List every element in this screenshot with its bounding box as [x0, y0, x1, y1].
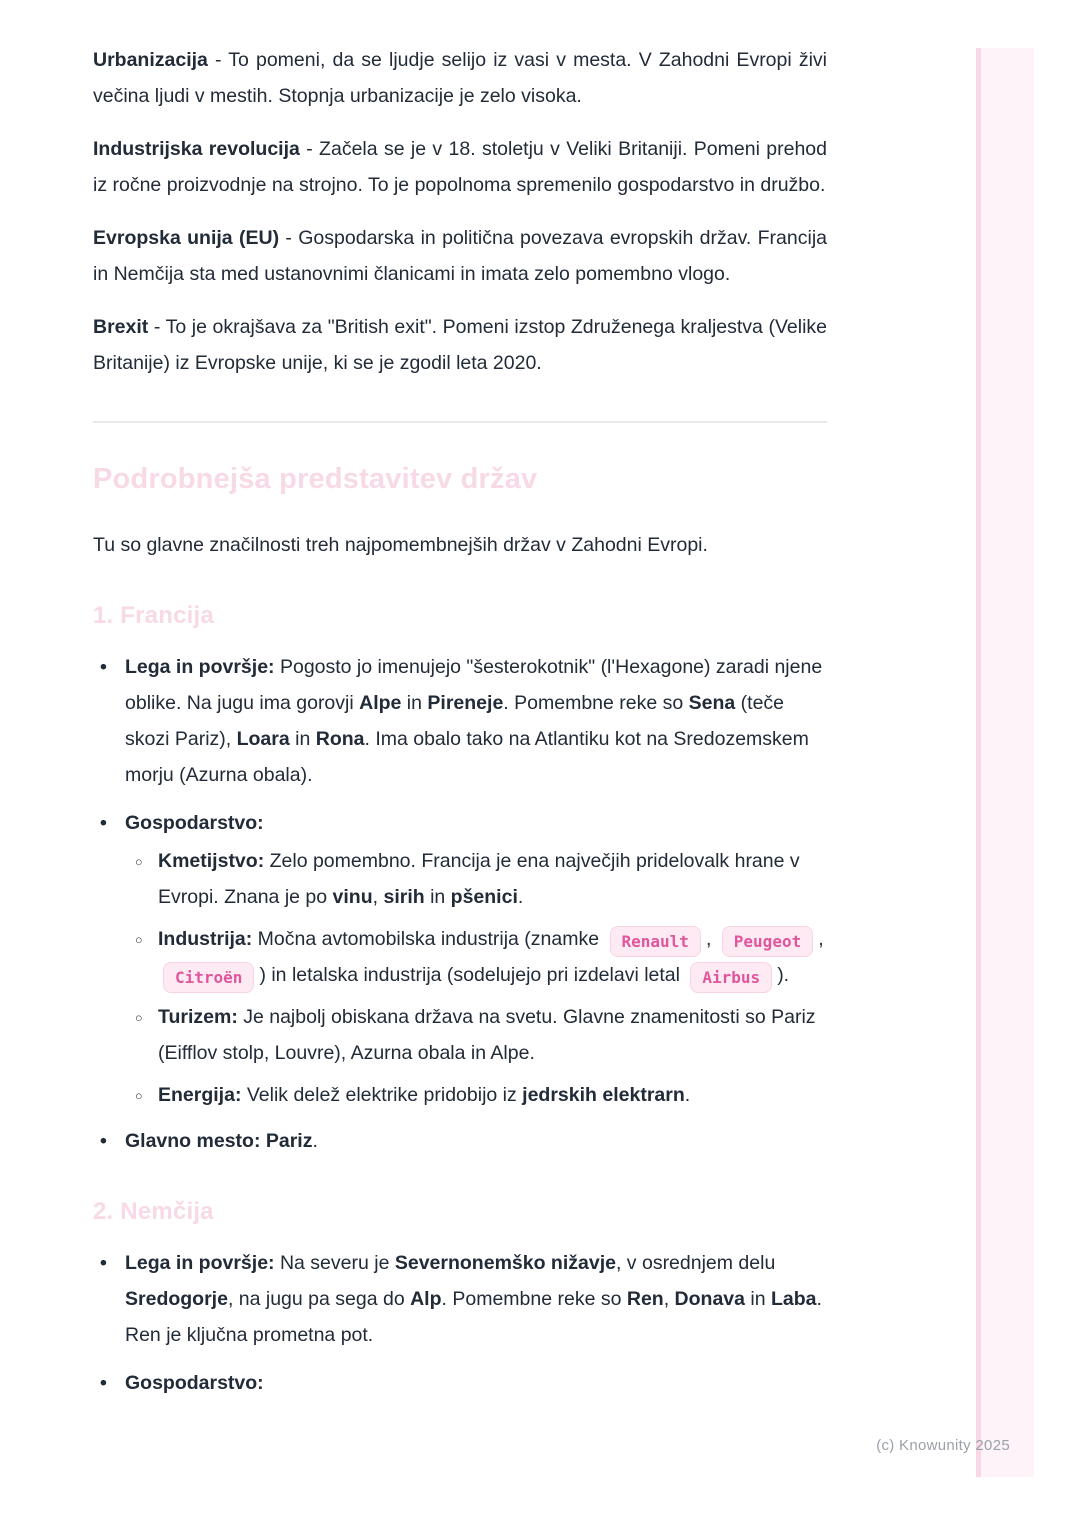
text-run: Na severu je	[274, 1252, 395, 1274]
bullet-item	[93, 805, 827, 841]
text-run: .	[684, 1084, 691, 1106]
sub-bullet-item	[93, 843, 827, 915]
bold-text-run: Pireneje	[427, 692, 504, 714]
brand-code-badge: Peugeot	[722, 926, 813, 957]
definition-paragraph	[93, 42, 827, 114]
definition-paragraph	[93, 131, 827, 203]
bold-text-run: Alp	[410, 1288, 442, 1310]
bold-text-run: Lega in površje:	[125, 1252, 275, 1274]
bold-text-run: Turizem:	[158, 1006, 238, 1028]
country-heading: 2. Nemčija	[93, 1198, 214, 1225]
bold-text-run: Industrija:	[158, 928, 253, 950]
text-run: (teče skozi Pariz),	[125, 692, 785, 750]
text-run: . Ren je ključna prometna pot.	[125, 1288, 822, 1346]
text-run: . Pomembne reke so	[441, 1288, 627, 1310]
text-run: - Začela se je v 18. stoletju v Veliki Britaniji. Pomeni prehod iz ročne proizvodnje na strojno. To je popolnoma spremenilo gospodarstvo in družbo.	[93, 138, 827, 196]
bold-text-run: Brexit	[93, 316, 149, 338]
copyright-footer: (c) Knowunity 2025	[876, 1437, 1010, 1454]
text-run: , v osrednjem delu	[615, 1252, 776, 1274]
bold-text-run: Evropska unija (EU)	[93, 227, 280, 249]
bold-text-run: Lega in površje:	[125, 656, 275, 678]
text-run: in	[289, 728, 316, 750]
bold-text-run: sirih	[383, 886, 425, 908]
text-run: ,	[705, 928, 717, 950]
text-run: . Ima obalo tako na Atlantiku kot na Sredozemskem morju (Azurna obala).	[125, 728, 809, 786]
country-bullet-list	[93, 649, 827, 1159]
brand-code-badge: Citroën	[163, 962, 254, 993]
document-page	[93, 42, 827, 1413]
countries	[93, 601, 827, 1401]
definition-paragraph	[93, 309, 827, 381]
text-run: , na jugu pa sega do	[227, 1288, 411, 1310]
bold-text-run: Sena	[688, 692, 736, 714]
text-run: Zelo pomembno. Francija je ena največjih pridelovalk hrane v Evropi. Znana je po	[158, 850, 800, 908]
bold-text-run: Glavno mesto: Pariz	[125, 1130, 313, 1152]
text-run: ) in letalska industrija (sodelujejo pri izdelavi letal	[259, 964, 686, 986]
bold-text-run: pšenici	[450, 886, 518, 908]
text-run: Je najbolj obiskana država na svetu. Glavne znamenitosti so Pariz (Eifflov stolp, Louvre), Azurna obala in Alpe.	[158, 1006, 816, 1064]
definitions-list	[93, 42, 827, 381]
bold-text-run: Rona	[315, 728, 365, 750]
bold-text-run: Alpe	[359, 692, 402, 714]
bold-text-run: Energija:	[158, 1084, 242, 1106]
text-run: ,	[663, 1288, 675, 1310]
text-run: ,	[372, 886, 384, 908]
definition-paragraph	[93, 220, 827, 292]
bold-text-run: jedrskih elektrarn	[522, 1084, 685, 1106]
sub-bullet-item	[93, 1077, 827, 1113]
bullet-item	[93, 1365, 827, 1401]
bold-text-run: Loara	[236, 728, 290, 750]
bold-text-run: Industrijska revolucija	[93, 138, 300, 160]
section-intro: Tu so glavne značilnosti treh najpomembnejših držav v Zahodni Evropi.	[93, 534, 708, 556]
bullet-item	[93, 649, 827, 793]
text-run: Pogosto jo imenujejo "šesterokotnik" (l'Hexagone) zaradi njene oblike. Na jugu ima gorovji	[125, 656, 823, 714]
text-run: . Pomembne reke so	[503, 692, 689, 714]
section-title: Podrobnejša predstavitev držav	[93, 463, 538, 495]
text-run: - To pomeni, da se ljudje selijo iz vasi v mesta. V Zahodni Evropi živi večina ljudi v mestih. Stopnja urbanizacije je zelo visoka.	[93, 49, 827, 107]
section-divider	[93, 421, 827, 423]
text-run: in	[745, 1288, 772, 1310]
bold-text-run: Gospodarstvo:	[125, 1372, 264, 1394]
bold-text-run: vinu	[332, 886, 373, 908]
text-run: .	[517, 886, 524, 908]
sub-bullet-item	[93, 999, 827, 1071]
text-run: in	[401, 692, 428, 714]
page-edge-strip	[976, 48, 1034, 1477]
country-bullet-list	[93, 1245, 827, 1401]
bold-text-run: Urbanizacija	[93, 49, 208, 71]
bold-text-run: Ren	[626, 1288, 664, 1310]
text-run: in	[424, 886, 451, 908]
bullet-item	[93, 1245, 827, 1353]
brand-code-badge: Airbus	[690, 962, 772, 993]
text-run: ,	[818, 928, 824, 950]
text-run: Velik delež elektrike pridobijo iz	[241, 1084, 523, 1106]
bold-text-run: Severnonemško nižavje	[394, 1252, 616, 1274]
sub-bullet-item	[93, 921, 827, 993]
text-run: .	[312, 1130, 318, 1152]
text-run: ).	[777, 964, 790, 986]
bullet-item	[93, 1123, 827, 1159]
text-run: - To je okrajšava za "British exit". Pomeni izstop Združenega kraljestva (Velike Britanije) iz Evropske unije, ki se je zgodil leta 2020.	[93, 316, 827, 374]
bold-text-run: Gospodarstvo:	[125, 812, 264, 834]
brand-code-badge: Renault	[610, 926, 701, 957]
country-heading: 1. Francija	[93, 602, 214, 629]
bold-text-run: Sredogorje	[125, 1288, 228, 1310]
bold-text-run: Kmetijstvo:	[158, 850, 265, 872]
text-run: Močna avtomobilska industrija (znamke	[252, 928, 605, 950]
bold-text-run: Donava	[674, 1288, 745, 1310]
text-run: - Gospodarska in politična povezava evropskih držav. Francija in Nemčija sta med ustanovnimi članicami in imata zelo pomembno vlogo.	[93, 227, 827, 285]
bold-text-run: Laba	[771, 1288, 817, 1310]
